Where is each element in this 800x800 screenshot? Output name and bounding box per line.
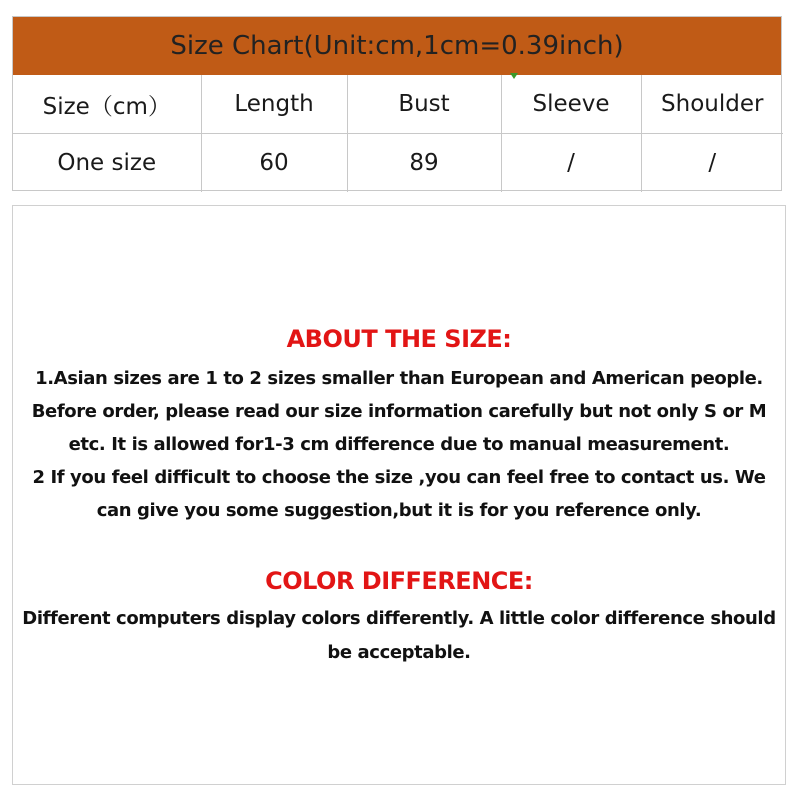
header-bust: Bust xyxy=(347,75,501,134)
about-size-heading: ABOUT THE SIZE: xyxy=(286,325,512,353)
size-chart-title: Size Chart(Unit:cm,1cm=0.39inch) xyxy=(13,17,781,75)
size-notes-panel xyxy=(12,205,786,785)
color-difference-line-1: Different computers display colors differently. A little color difference should xyxy=(22,608,776,629)
color-difference-line-2: be acceptable. xyxy=(327,642,471,663)
cell-sleeve: / xyxy=(501,134,641,193)
cell-bust: 89 xyxy=(347,134,501,193)
header-length: Length xyxy=(201,75,347,134)
about-size-line-2: Before order, please read our size information carefully but not only S or M xyxy=(31,401,767,422)
cell-shoulder: / xyxy=(641,134,783,193)
size-chart xyxy=(12,16,782,191)
color-difference-heading: COLOR DIFFERENCE: xyxy=(265,567,533,595)
header-sleeve: Sleeve xyxy=(501,75,641,134)
table-row xyxy=(13,134,783,193)
cell-size: One size xyxy=(13,134,201,193)
size-table-header-row xyxy=(13,75,783,134)
header-shoulder: Shoulder xyxy=(661,91,764,117)
about-size-line-5: can give you some suggestion,but it is for you reference only. xyxy=(96,500,702,521)
about-size-line-3: etc. It is allowed for1-3 cm difference due to manual measurement. xyxy=(68,434,730,455)
about-size-line-4: 2 If you feel difficult to choose the size ,you can feel free to contact us. We xyxy=(32,467,766,488)
cell-length: 60 xyxy=(201,134,347,193)
size-table xyxy=(13,75,783,192)
corner-marker-icon xyxy=(510,73,518,79)
about-size-line-1: 1.Asian sizes are 1 to 2 sizes smaller than European and American people. xyxy=(35,368,763,389)
header-size: Size（cm） xyxy=(13,75,201,134)
